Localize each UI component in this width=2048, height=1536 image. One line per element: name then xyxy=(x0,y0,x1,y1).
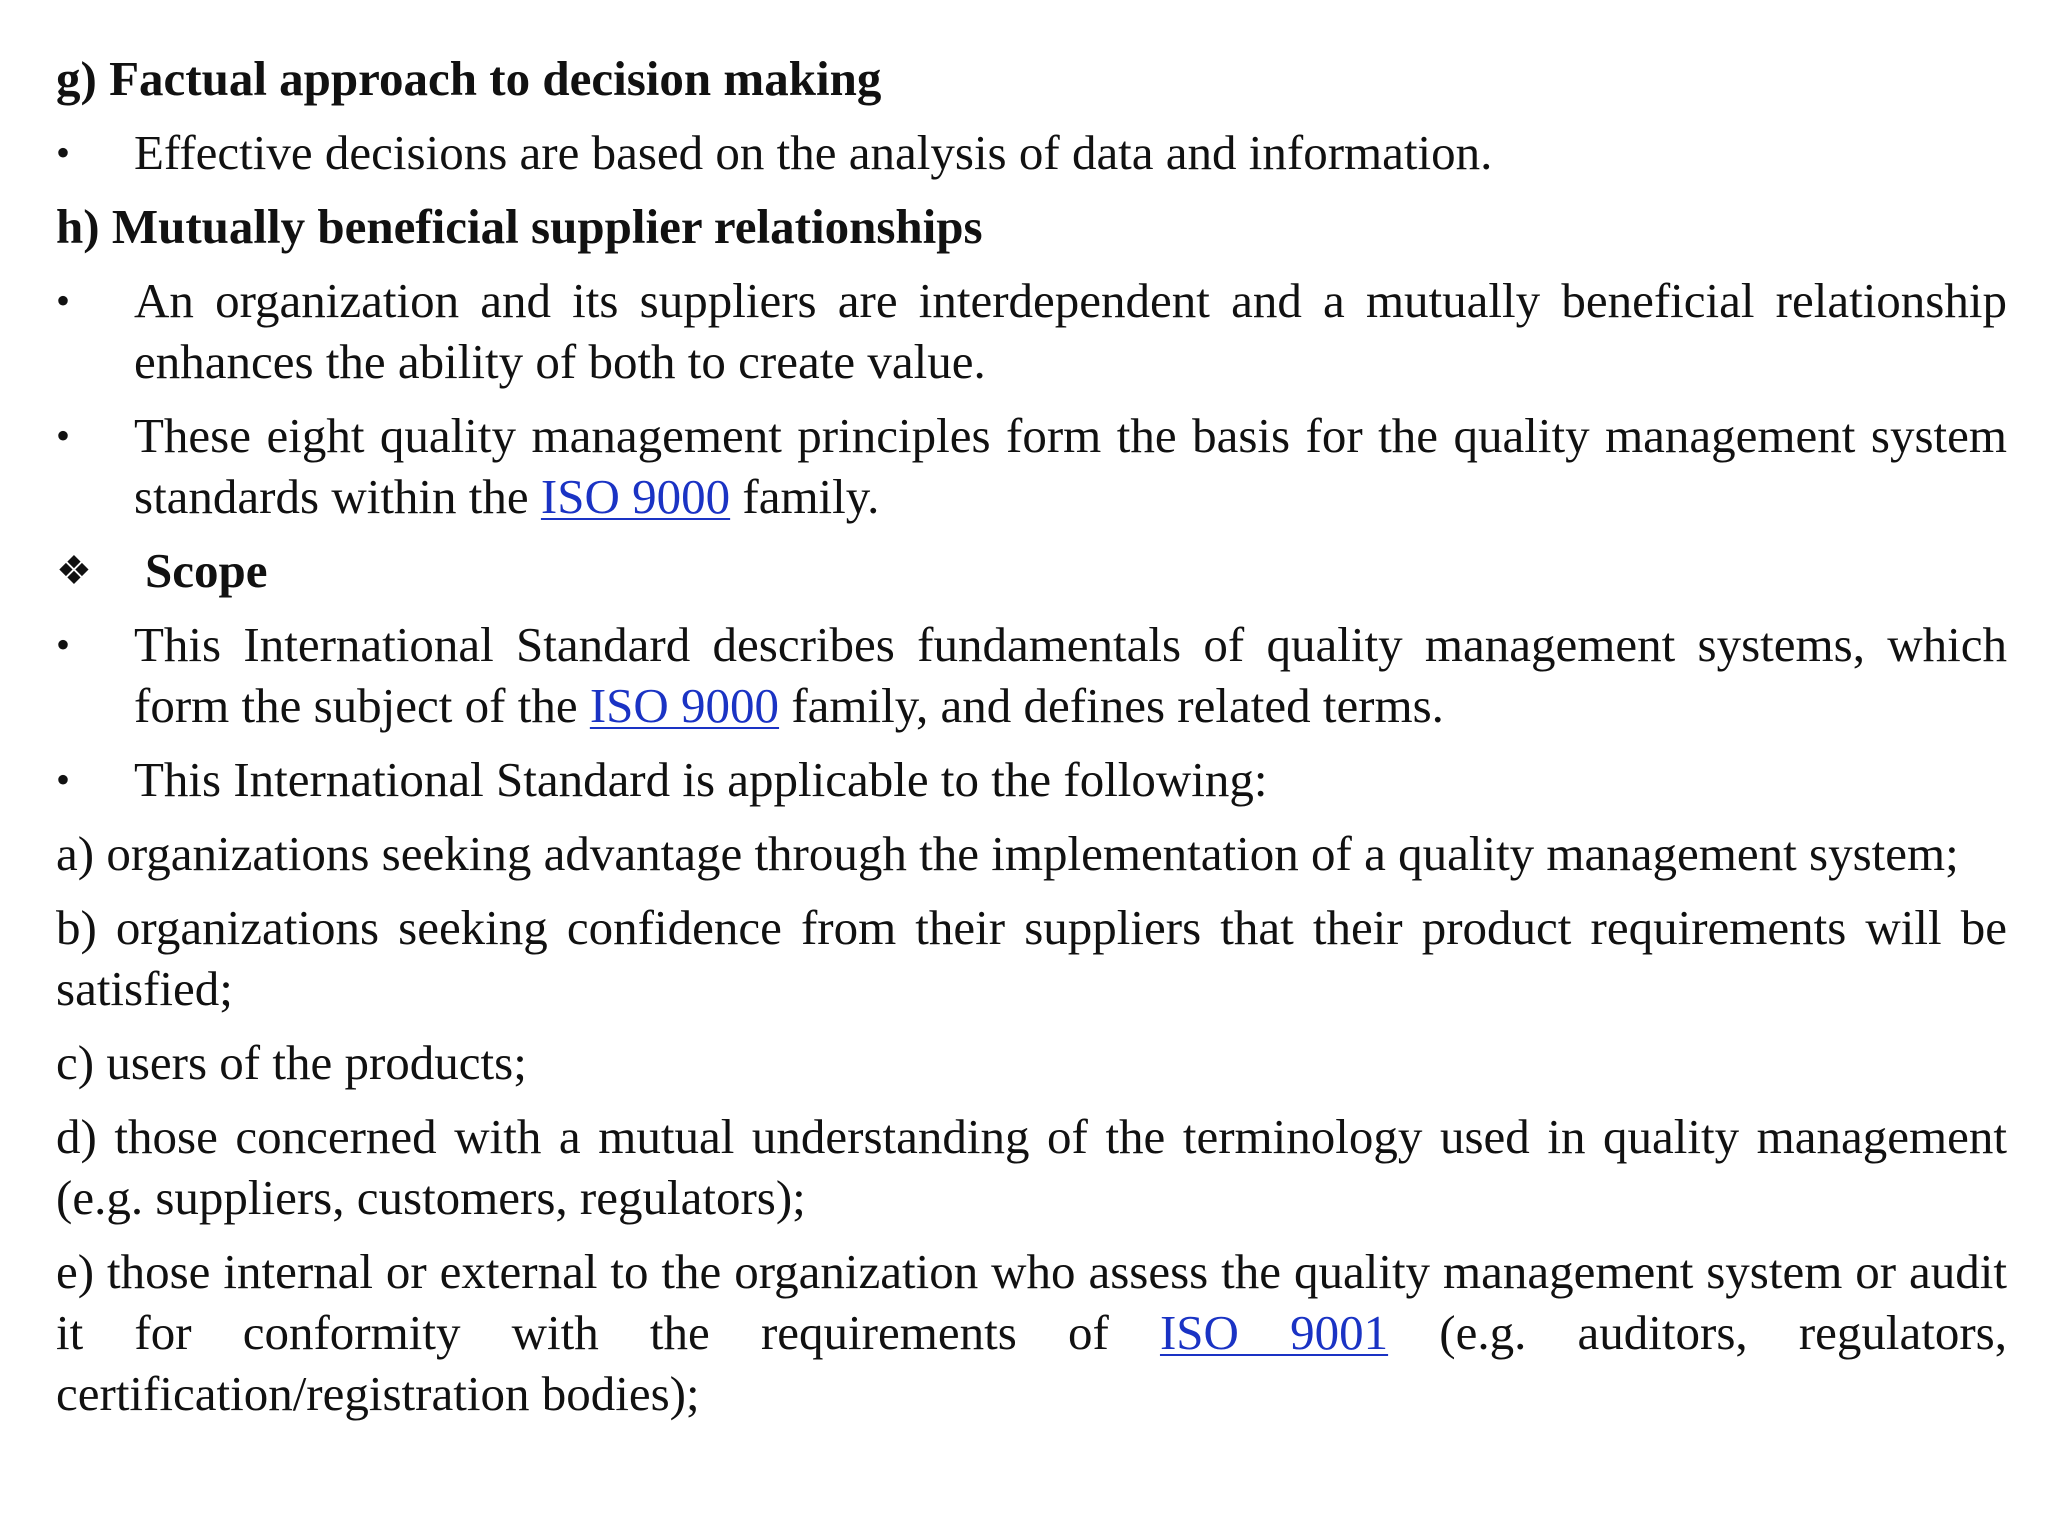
bullet-icon: • xyxy=(56,757,71,802)
section-h-heading: h) Mutually beneficial supplier relationships xyxy=(56,199,983,254)
bullet-text xyxy=(134,405,2007,527)
bullet-item xyxy=(56,614,2007,736)
bullet-text-part: family, and defines related terms. xyxy=(779,678,1444,733)
bullet-text: This International Standard is applicable to the following: xyxy=(134,752,1268,807)
bullet-item xyxy=(56,405,2007,527)
bullet-icon: • xyxy=(56,413,71,458)
list-item-text-part: e) those internal or external to the organization who assess the quality management system or audit it for conformity with the requirements of xyxy=(56,1244,2007,1360)
bullet-text-part: These eight quality management principles form the basis for the quality management system standards within the xyxy=(134,408,2007,524)
bullet-text-part: This International Standard describes fundamentals of quality management systems, which form the subject of the xyxy=(134,617,2007,733)
bullet-text xyxy=(134,614,2007,736)
scope-heading xyxy=(56,540,2007,601)
list-item-e xyxy=(56,1241,2007,1424)
iso-9001-link[interactable]: ISO 9001 xyxy=(1159,1305,1389,1360)
list-item-c: c) users of the products; xyxy=(56,1035,527,1090)
iso-9000-link[interactable]: ISO 9000 xyxy=(589,678,780,733)
bullet-text: Effective decisions are based on the analysis of data and information. xyxy=(134,125,1493,180)
list-item-text-part: (e.g. auditors, regulators, certification/registration bodies); xyxy=(56,1305,2007,1421)
bullet-text-part: family. xyxy=(730,469,880,524)
bullet-icon: • xyxy=(56,278,71,323)
bullet-icon: • xyxy=(56,130,71,175)
diamond-bullet-icon: ❖ xyxy=(56,548,92,593)
list-item-b: b) organizations seeking confidence from their suppliers that their product requirements will be satisfied; xyxy=(56,900,2007,1016)
list-item-d: d) those concerned with a mutual understanding of the terminology used in quality management (e.g. suppliers, customers, regulators); xyxy=(56,1109,2007,1225)
scope-title: Scope xyxy=(145,543,268,598)
bullet-item xyxy=(56,122,2007,183)
bullet-icon: • xyxy=(56,622,71,667)
bullet-item xyxy=(56,749,2007,810)
iso-9000-link[interactable]: ISO 9000 xyxy=(540,469,731,524)
list-item-a: a) organizations seeking advantage through the implementation of a quality management system; xyxy=(56,826,1959,881)
section-g-heading: g) Factual approach to decision making xyxy=(56,51,882,106)
bullet-item xyxy=(56,270,2007,392)
bullet-text: An organization and its suppliers are interdependent and a mutually beneficial relationship enhances the ability of both to create value. xyxy=(134,273,2007,389)
